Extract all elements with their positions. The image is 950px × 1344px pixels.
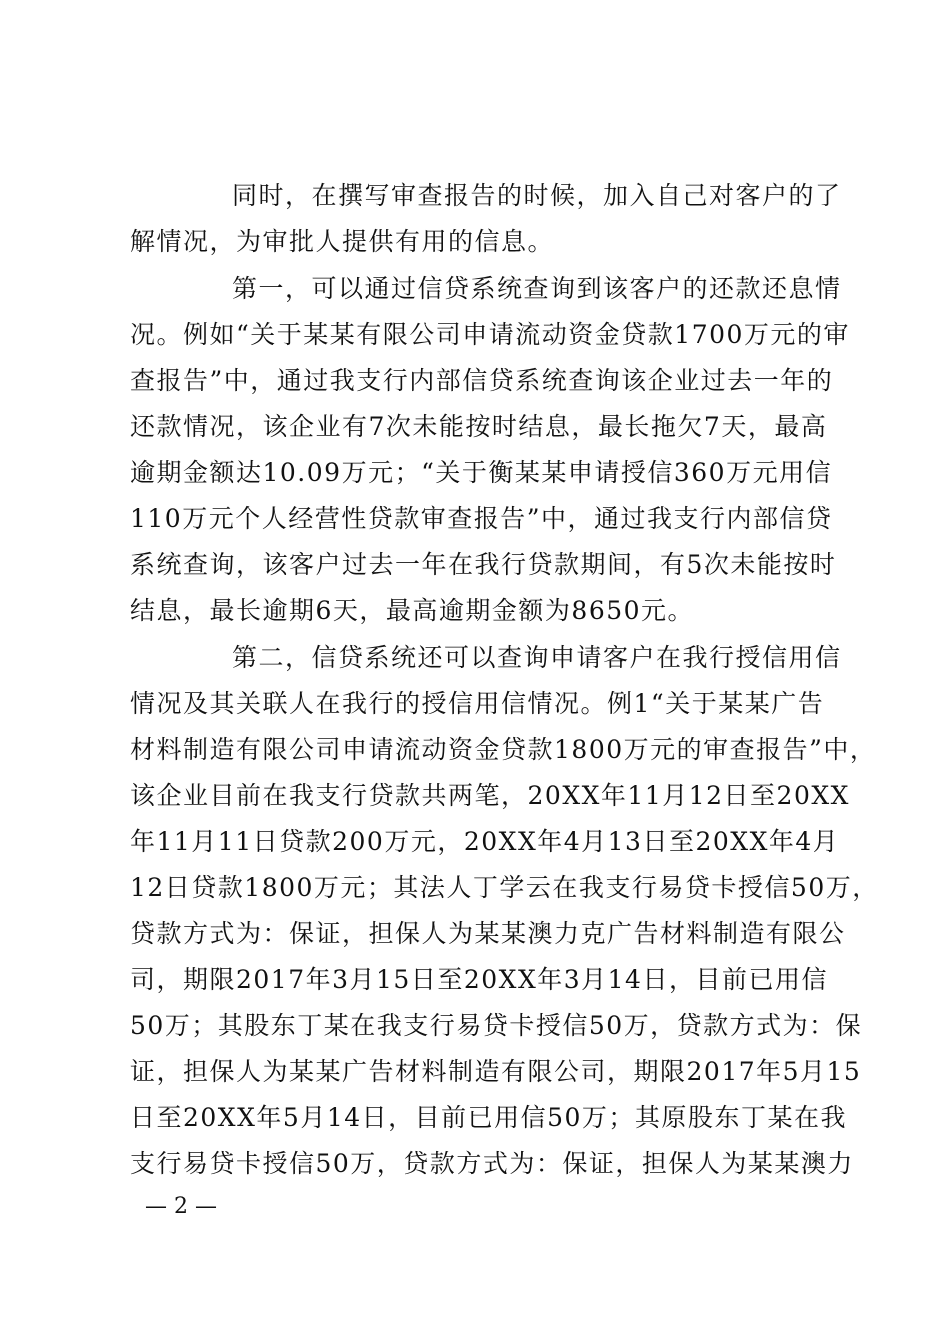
- paragraph-line: 系统查询，该客户过去一年在我行贷款期间，有5次未能按时: [130, 550, 837, 579]
- paragraph-line: 第一，可以通过信贷系统查询到该客户的还款还息情: [232, 274, 842, 303]
- paragraph-line: 还款情况，该企业有7次未能按时结息，最长拖欠7天，最高: [130, 412, 828, 441]
- page-number: — 2 —: [145, 1194, 217, 1219]
- paragraph-line: 同时，在撰写审查报告的时候，加入自己对客户的了: [232, 181, 842, 210]
- paragraph-line: 第二，信贷系统还可以查询申请客户在我行授信用信: [232, 643, 842, 672]
- paragraph-line: 结息，最长逾期6天，最高逾期金额为8650元。: [130, 596, 695, 625]
- paragraph-line: 12日贷款1800万元；其法人丁学云在我支行易贷卡授信50万，: [130, 873, 879, 902]
- paragraph-line: 解情况，为审批人提供有用的信息。: [130, 227, 555, 256]
- paragraph-line: 年11月11日贷款200万元，20XX年4月13日至20XX年4月: [130, 827, 840, 856]
- paragraph-line: 查报告”中，通过我支行内部信贷系统查询该企业过去一年的: [130, 366, 834, 395]
- paragraph-line: 司，期限2017年3月15日至20XX年3月14日，目前已用信: [130, 965, 828, 994]
- paragraph-line: 110万元个人经营性贷款审查报告”中，通过我支行内部信贷: [130, 504, 833, 533]
- paragraph-line: 该企业目前在我支行贷款共两笔，20XX年11月12日至20XX: [130, 781, 850, 810]
- paragraph-line: 逾期金额达10.09万元；“关于衡某某申请授信360万元用信: [130, 458, 833, 487]
- paragraph-line: 材料制造有限公司申请流动资金贷款1800万元的审查报告”中，: [130, 735, 877, 764]
- paragraph-line: 贷款方式为：保证，担保人为某某澳力克广告材料制造有限公: [130, 919, 846, 948]
- paragraph-line: 50万；其股东丁某在我支行易贷卡授信50万，贷款方式为：保: [130, 1011, 863, 1040]
- paragraph-line: 日至20XX年5月14日，目前已用信50万；其原股东丁某在我: [130, 1103, 847, 1132]
- paragraph-line: 证，担保人为某某广告材料制造有限公司，期限2017年5月15: [130, 1057, 862, 1086]
- paragraph-line: 支行易贷卡授信50万，贷款方式为：保证，担保人为某某澳力: [130, 1149, 854, 1178]
- paragraph-line: 情况及其关联人在我行的授信用信情况。例1“关于某某广告: [130, 689, 825, 718]
- paragraph-line: 况。例如“关于某某有限公司申请流动资金贷款1700万元的审: [130, 320, 850, 349]
